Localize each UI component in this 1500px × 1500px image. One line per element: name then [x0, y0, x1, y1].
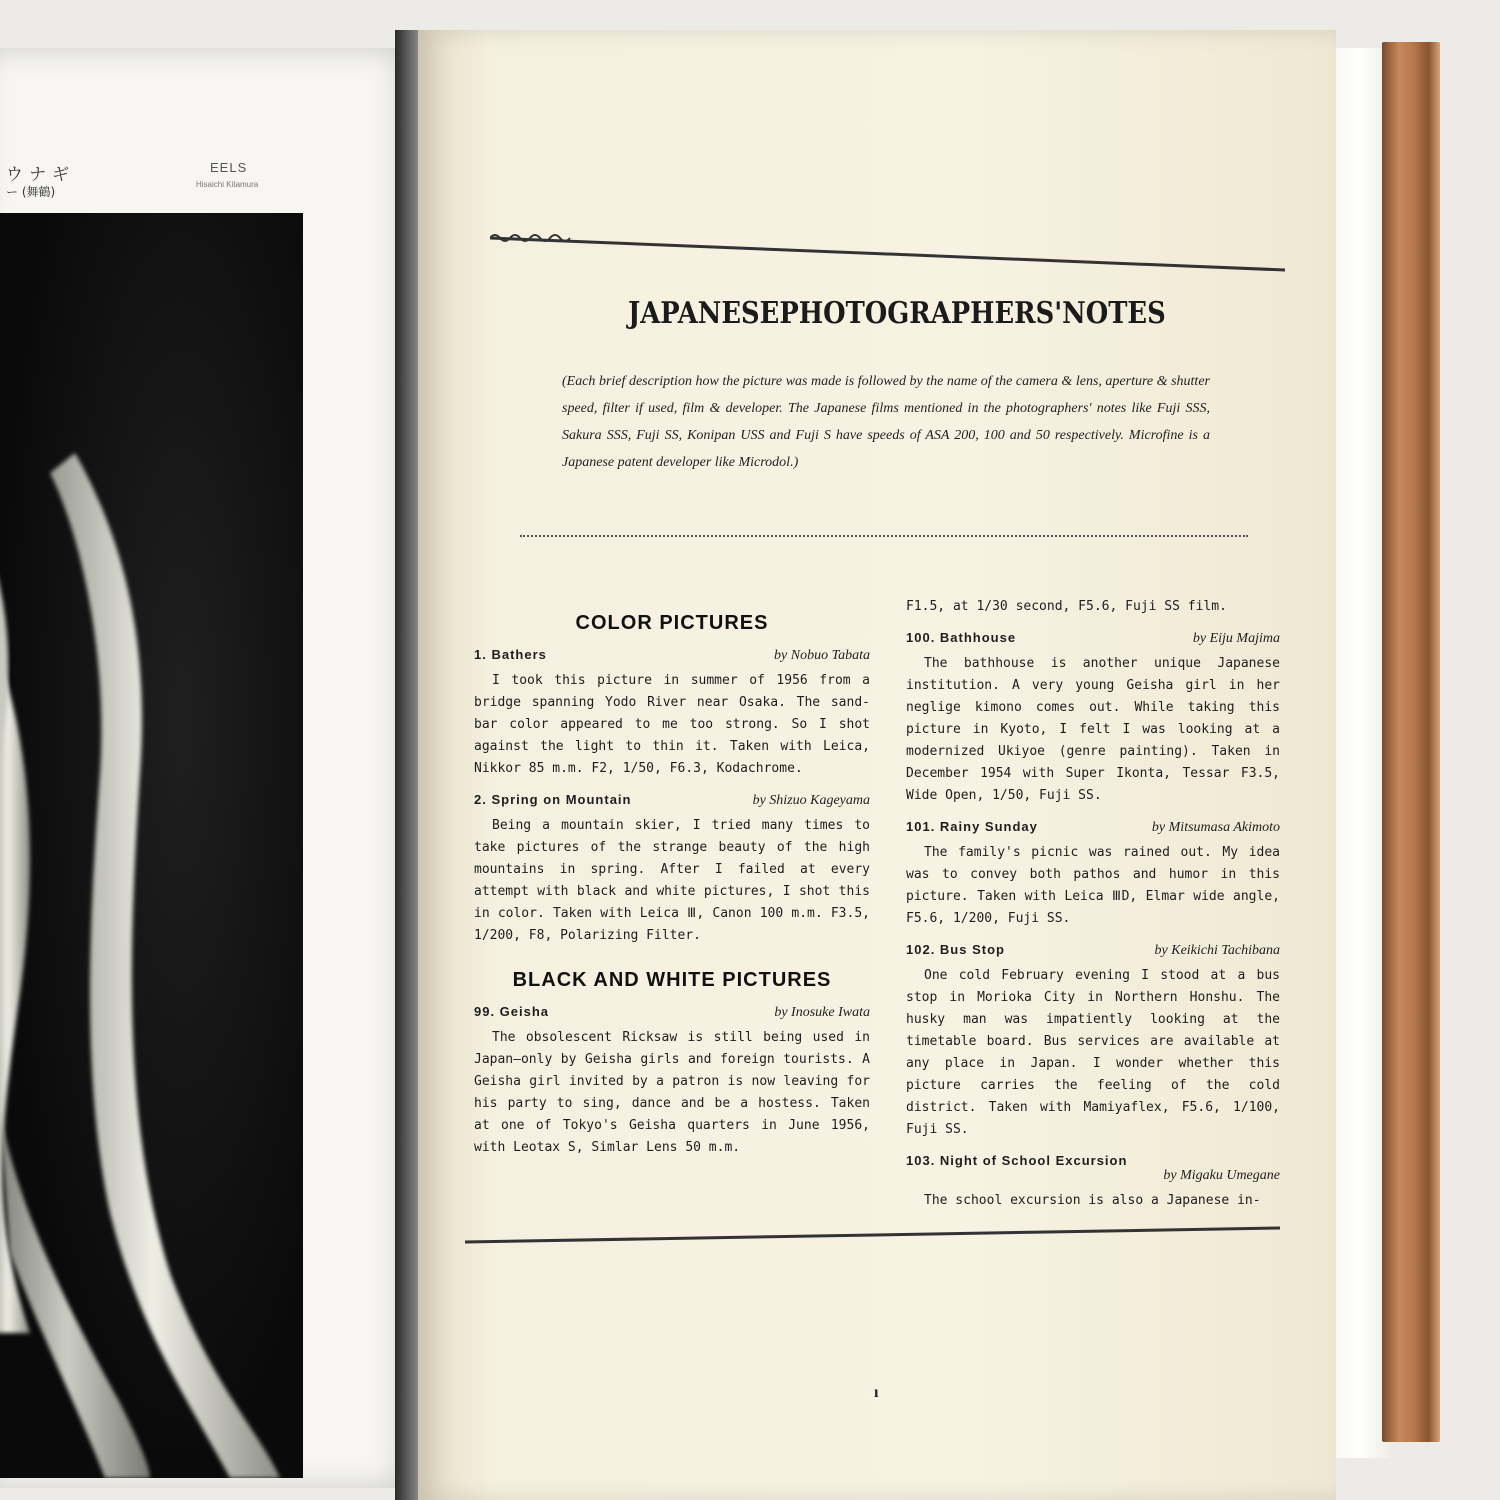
entry-text: The bathhouse is another unique Japanese institution. A very young Geisha girl in her neglige kimono comes out. While taking this picture in Kyoto, I felt I was looking at a modernized Ukiyoe (genre painting). Taken in December 1954 with Super Ikonta, Tessar F3.5, Wide Open, 1/50, Fuji SS.: [906, 656, 1280, 803]
title-word: NOTES: [1062, 296, 1166, 331]
entry-header: [474, 1004, 870, 1021]
black-white-heading: BLACK AND WHITE PICTURES: [512, 969, 832, 991]
entry-author: by Keikichi Tachibana: [1154, 943, 1280, 958]
entry-header: [474, 792, 870, 809]
book-cover-edge: [1382, 42, 1440, 1442]
eels-photograph: [0, 213, 303, 1478]
page-mark: ı: [874, 1384, 879, 1401]
entry-title: 2. Spring on Mountain: [474, 792, 632, 807]
english-title: EELS: [210, 160, 248, 175]
entry-title: 100. Bathhouse: [906, 630, 1017, 645]
top-ornamental-rule: [490, 228, 1290, 278]
intro-note: (Each brief description how the picture was made is followed by the name of the camera & lens, aperture & shutter speed, filter if used, film & developer. The Japanese films mentioned in the photographers' notes like Fuji SSS, Sakura SSS, Fuji SS, Konipan USS and Fuji S have speeds of ASA 200, 100 and 50 respectively. Microfine is a Japanese patent developer like Microdol.): [562, 374, 1210, 470]
entry-header: [906, 630, 1280, 647]
entry-title: 99. Geisha: [474, 1004, 550, 1019]
entry-title: 101. Rainy Sunday: [906, 819, 1038, 834]
continued-text: F1.5, at 1/30 second, F5.6, Fuji SS film.: [906, 599, 1227, 614]
title-word: JAPANESE: [628, 296, 780, 331]
dotted-divider: [520, 535, 1248, 537]
entry-text: The family's picnic was rained out. My idea was to convey both pathos and humor in this picture. Taken with Leica ⅢD, Elmar wide angle, F5.6, 1/200, Fuji SS.: [906, 845, 1280, 926]
entry-author: by Mitsumasa Akimoto: [1151, 820, 1280, 835]
eels-image: [0, 213, 303, 1478]
page-edges: [1330, 48, 1390, 1458]
right-column: [906, 596, 1280, 1224]
page-title: [628, 296, 1166, 331]
entry-text: The obsolescent Ricksaw is still being used in Japan—only by Geisha girls and foreign tourists. A Geisha girl invited by a patron is now leaving for his party to sing, dance and be a hostess. Taken at one of Tokyo's Geisha quarters in June 1956, with Leotax S, Simlar Lens 50 m.m.: [474, 1030, 870, 1155]
left-column: [474, 612, 870, 1171]
entry-author: by Eiju Majima: [1192, 631, 1280, 646]
title-word: PHOTOGRAPHERS': [779, 296, 1063, 331]
entry-text: One cold February evening I stood at a bus stop in Morioka City in Northern Honshu. The husky man was impatiently looking at the timetable board. Bus services are available at any place in Japan. I wonder whether this picture carries the feeling of the cold district. Taken with Mamiyaflex, F5.6, 1/100, Fuji SS.: [906, 968, 1280, 1137]
entry-text: Being a mountain skier, I tried many times to take pictures of the strange beauty of the high mountains in spring. After I failed at every attempt with black and white pictures, I shot this in color. Taken with Leica Ⅲ, Canon 100 m.m. F3.5, 1/200, F8, Polarizing Filter.: [474, 818, 870, 943]
entry-author: by Inosuke Iwata: [774, 1005, 870, 1020]
entry-title: 102. Bus Stop: [906, 942, 1005, 957]
entry-title: 1. Bathers: [474, 647, 547, 662]
photo-author: Hisaichi Kitamura: [196, 180, 259, 189]
entry-header: [906, 819, 1280, 836]
entry-header: [906, 942, 1280, 959]
bottom-ornamental-rule: [465, 1222, 1285, 1252]
entry-text: The school excursion is also a Japanese in-: [924, 1193, 1261, 1208]
entry-text: I took this picture in summer of 1956 from a bridge spanning Yodo River near Osaka. The sand-bar color appeared to me too strong. So I shot against the light to thin it. Taken with Leica, Nikkor 85 m.m. F2, 1/50, F6.3, Kodachrome.: [474, 673, 870, 776]
left-page: [0, 48, 418, 1488]
entry-author: by Shizuo Kageyama: [752, 793, 870, 808]
entry-header: [474, 647, 870, 664]
entry-author: by Nobuo Tabata: [774, 648, 870, 663]
japanese-subtitle: ー (舞鶴): [6, 185, 56, 199]
color-pictures-heading: COLOR PICTURES: [575, 612, 769, 634]
entry-author: by Migaku Umegane: [1163, 1168, 1280, 1183]
entry-title: 103. Night of School Excursion: [906, 1153, 1128, 1168]
japanese-title: ウナギ: [6, 165, 75, 185]
